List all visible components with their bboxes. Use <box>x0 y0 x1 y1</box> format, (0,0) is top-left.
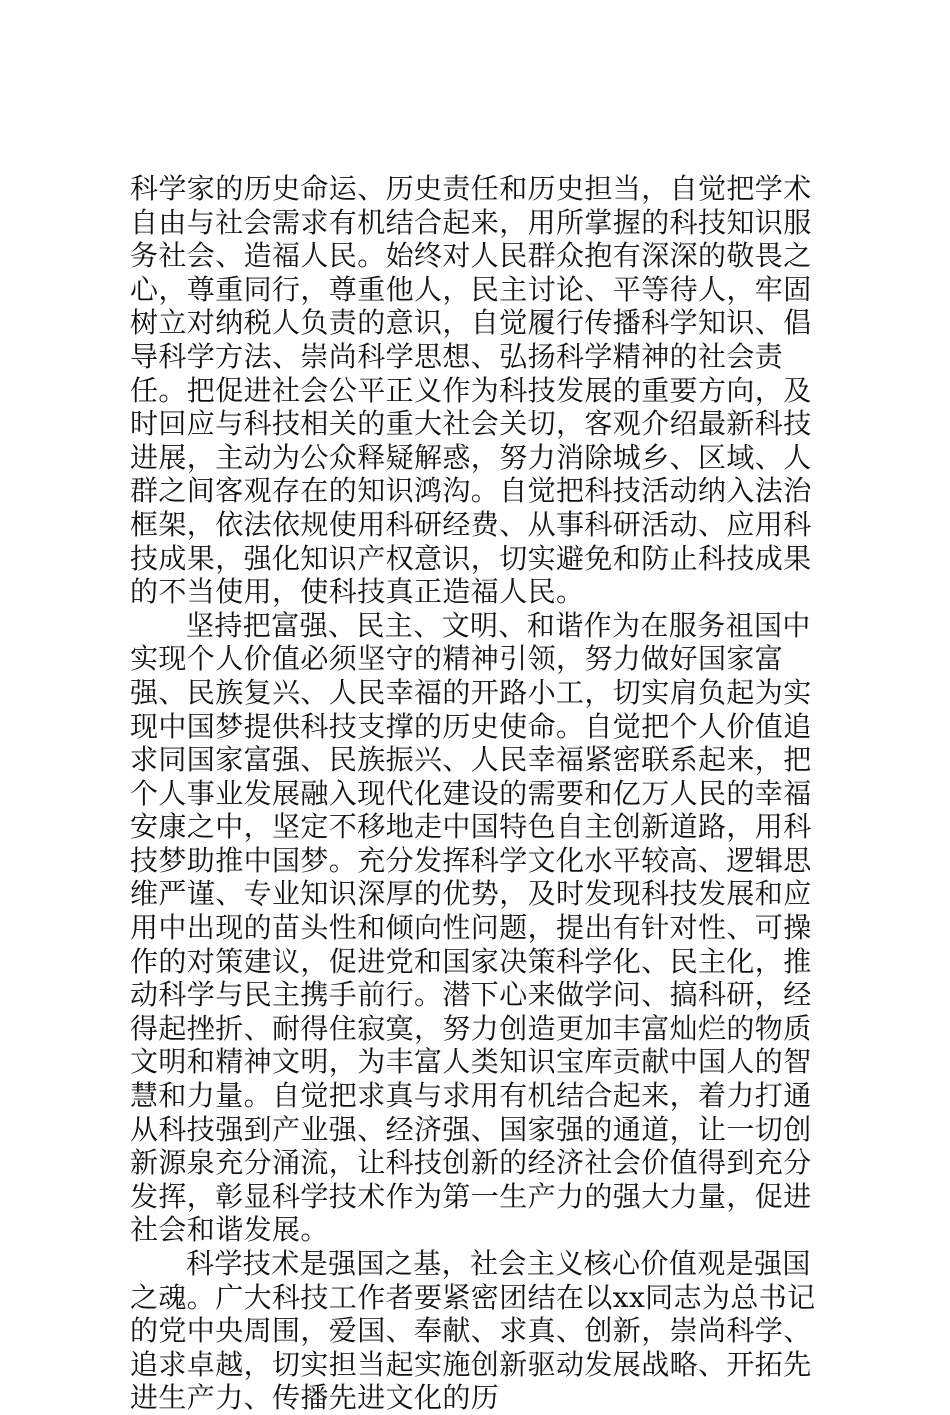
paragraph-1: 科学家的历史命运、历史责任和历史担当，自觉把学术自由与社会需求有机结合起来，用所掌握的科技知识服务社会、造福人民。始终对人民群众抱有深深的敬畏之心，尊重同行，尊重他人，民主讨论、平等待人，牢固树立对纳税人负责的意识，自觉履行传播科学知识、倡导科学方法、崇尚科学思想、弘扬科学精神的社会责任。把促进社会公平正义作为科技发展的重要方向，及时回应与科技相关的重大社会关切，客观介绍最新科技进展，主动为公众释疑解惑，努力消除城乡、区域、人群之间客观存在的知识鸿沟。自觉把科技活动纳入法治框架，依法依规使用科研经费、从事科研活动、应用科技成果，强化知识产权意识，切实避免和防止科技成果的不当使用，使科技真正造福人民。 <box>130 172 812 609</box>
document-body <box>130 172 830 1415</box>
paragraph-3: 科学技术是强国之基，社会主义核心价值观是强国之魂。广大科技工作者要紧密团结在以xx同志为总书记的党中央周围，爱国、奉献、求真、创新，崇尚科学、追求卓越，切实担当起实施创新驱动发展战略、开拓先进生产力、传播先进文化的历 <box>130 1247 816 1415</box>
paragraph-2: 坚持把富强、民主、文明、和谐作为在服务祖国中实现个人价值必须坚守的精神引领，努力做好国家富强、民族复兴、人民幸福的开路小工，切实肩负起为实现中国梦提供科技支撑的历史使命。自觉把个人价值追求同国家富强、民族振兴、人民幸福紧密联系起来，把个人事业发展融入现代化建设的需要和亿万人民的幸福安康之中，坚定不移地走中国特色自主创新道路，用科技梦助推中国梦。充分发挥科学文化水平较高、逻辑思维严谨、专业知识深厚的优势，及时发现科技发展和应用中出现的苗头性和倾向性问题，提出有针对性、可操作的对策建议，促进党和国家决策科学化、民主化，推动科学与民主携手前行。潜下心来做学问、搞科研，经得起挫折、耐得住寂寞，努力创造更加丰富灿烂的物质文明和精神文明，为丰富人类知识宝库贡献中国人的智慧和力量。自觉把求真与求用有机结合起来，着力打通从科技强到产业强、经济强、国家强的通道，让一切创新源泉充分涌流，让科技创新的经济社会价值得到充分发挥，彰显科学技术作为第一生产力的强大力量，促进社会和谐发展。 <box>130 608 812 1247</box>
